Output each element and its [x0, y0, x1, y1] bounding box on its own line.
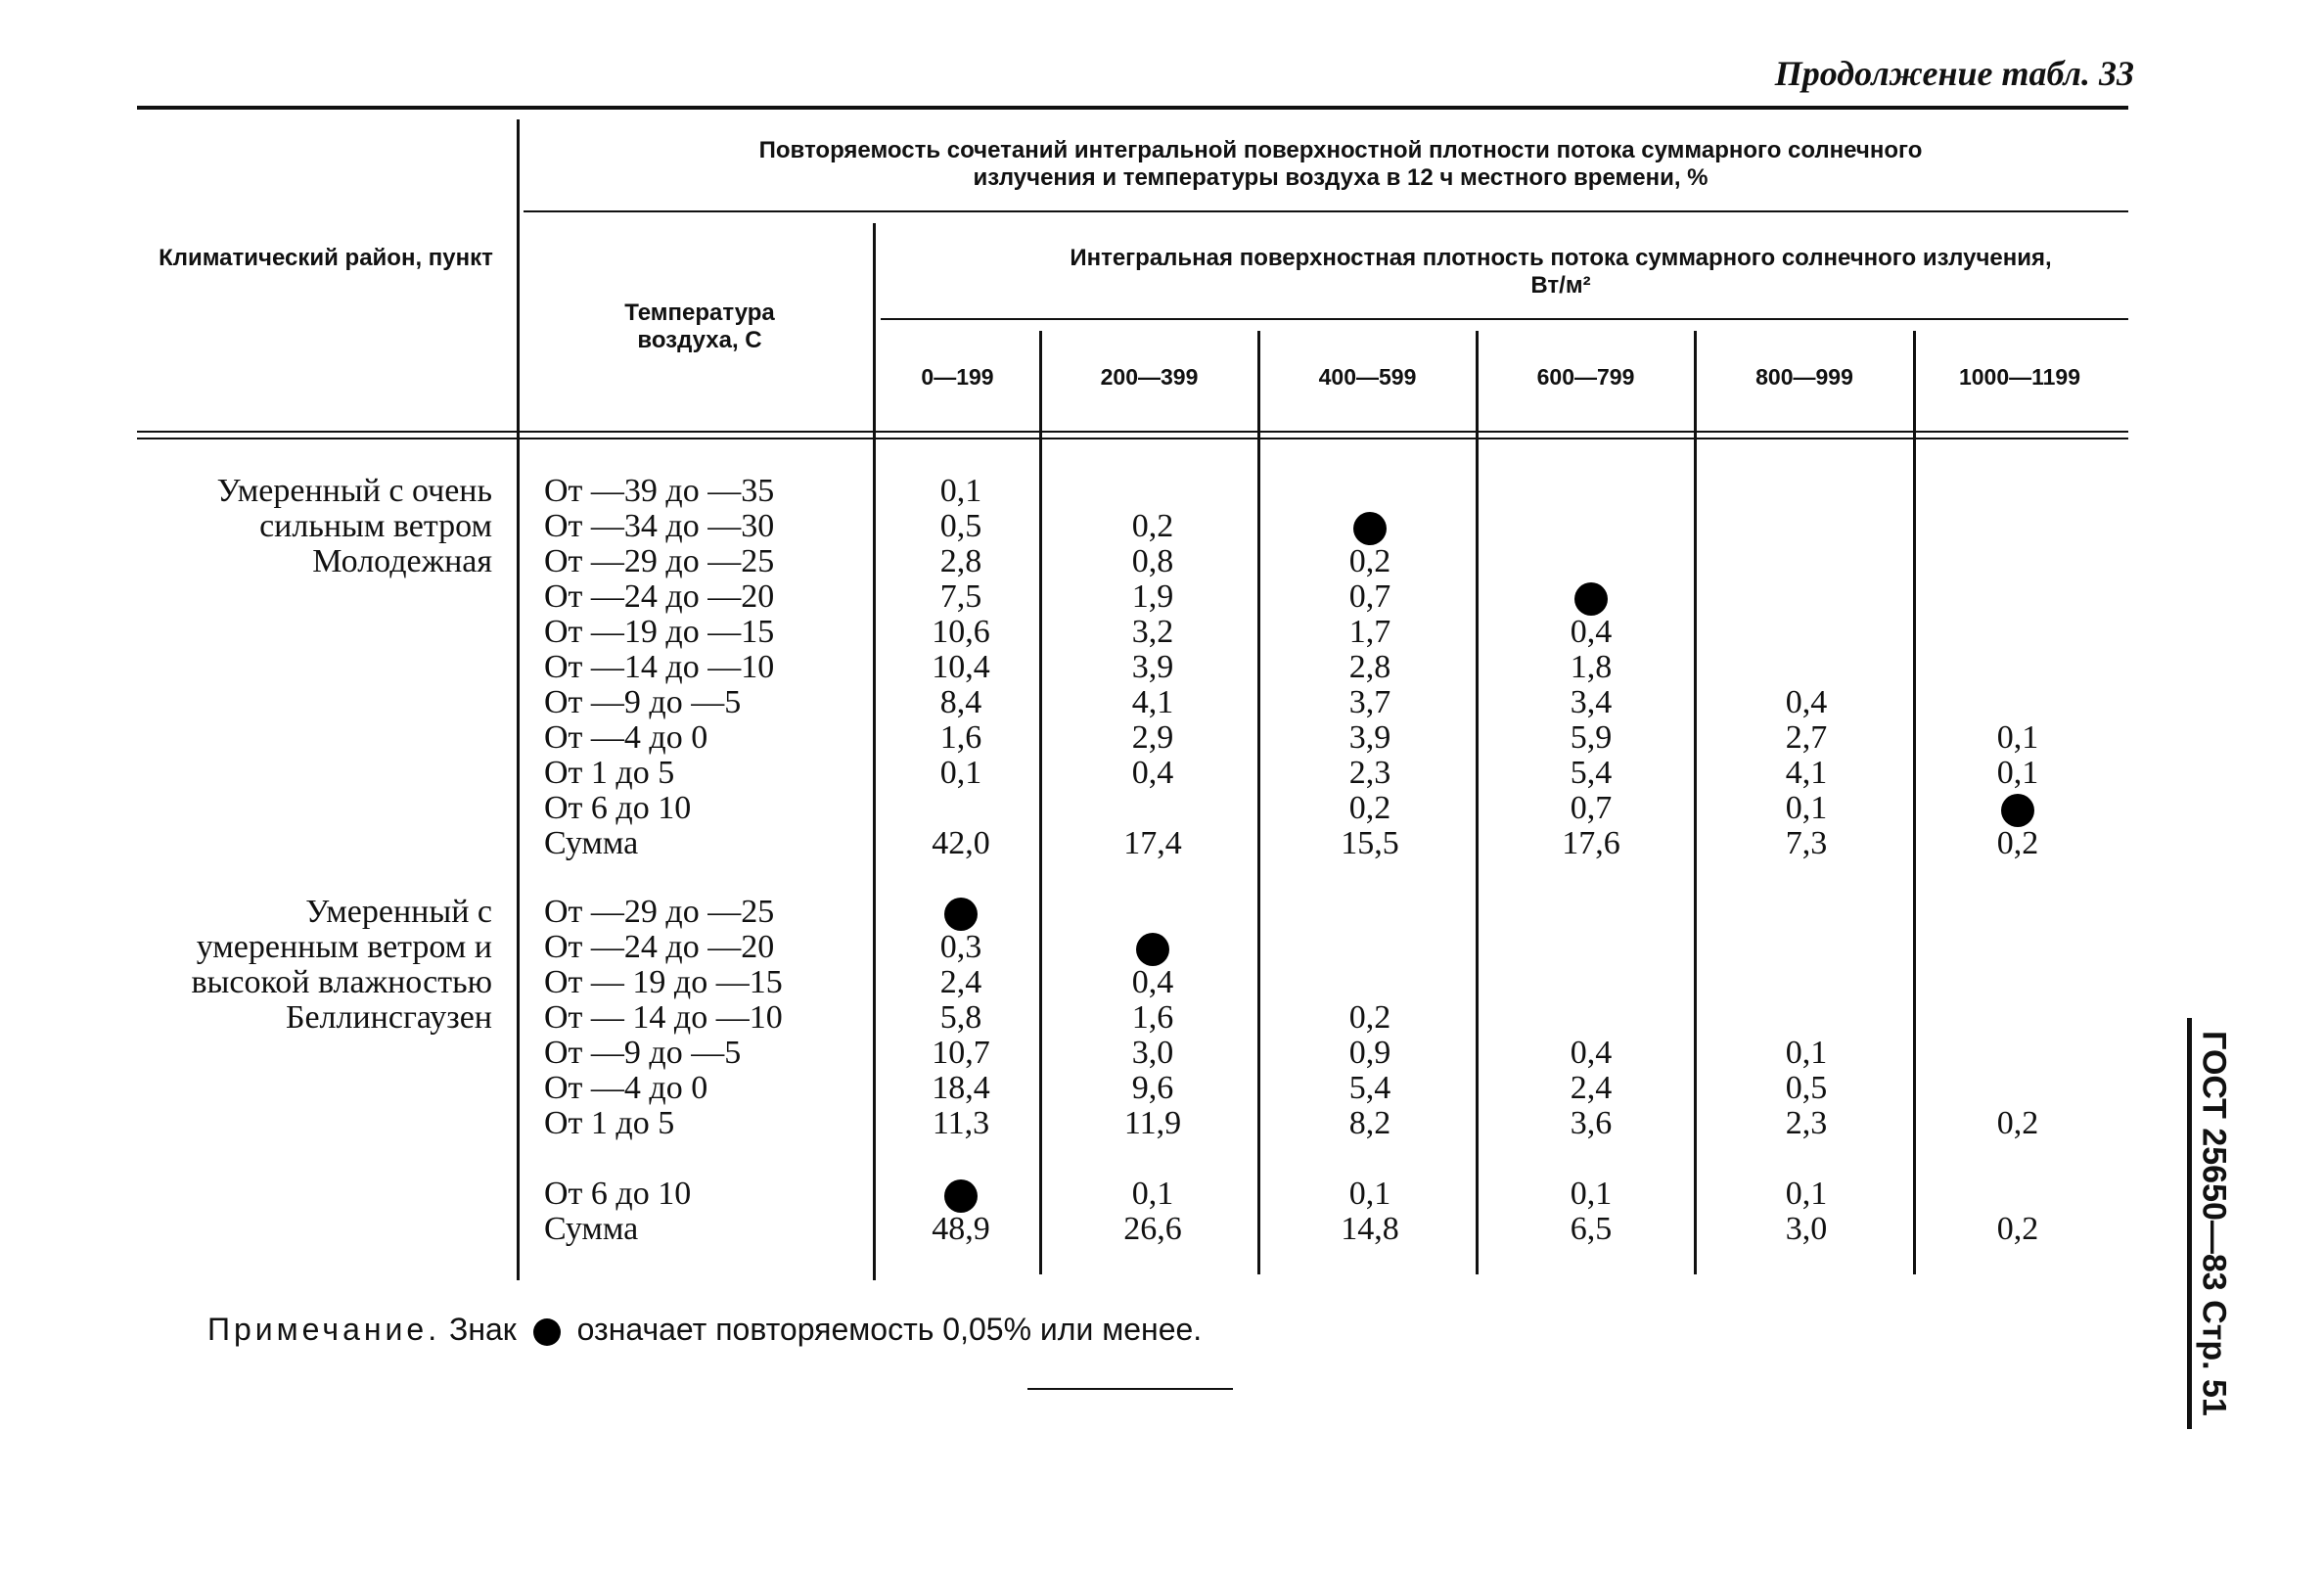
- table-cell: 1,7: [1348, 614, 1391, 650]
- table-cell: [1272, 1141, 1468, 1177]
- header-temp: Температура воздуха, С: [624, 300, 775, 353]
- table-cell: 0,4: [1570, 614, 1613, 650]
- dot-icon: [944, 1179, 978, 1213]
- table-cell: 10,7: [932, 1035, 990, 1071]
- temperature-label: От —39 до —35: [544, 473, 775, 509]
- table-cell: [1920, 1177, 2116, 1212]
- table-cell: 0,1: [939, 755, 982, 791]
- temperature-label: От —34 до —30: [544, 508, 775, 544]
- range-3: 600—799: [1536, 364, 1635, 390]
- temperature-label: От —24 до —20: [544, 929, 775, 965]
- table-cell: 0,1: [1785, 1035, 1828, 1071]
- table-cell: 9,6: [1131, 1070, 1174, 1106]
- table-cell: [1055, 930, 1251, 965]
- dot-icon: [944, 898, 978, 931]
- table-cell: 3,7: [1348, 684, 1391, 720]
- table-cell: 8,2: [1348, 1105, 1391, 1141]
- table-cell: [1493, 474, 1689, 509]
- range-1: 200—399: [1100, 364, 1199, 390]
- table-cell: [1272, 474, 1468, 509]
- header-region: Климатический район, пункт: [159, 245, 493, 271]
- temperature-label: От 6 до 10: [544, 1176, 692, 1212]
- value-column: [1709, 895, 1904, 1247]
- table-cell: [1920, 791, 2116, 826]
- col-divider-3: [1476, 331, 1479, 1274]
- value-column: [1272, 895, 1468, 1247]
- table-cell: 1,6: [1131, 999, 1174, 1036]
- table-cell: [1493, 579, 1689, 615]
- temperature-label: От — 19 до —15: [544, 964, 783, 1000]
- table-cell: [1920, 685, 2116, 720]
- table-cell: [1055, 1141, 1251, 1177]
- table-cell: 0,1: [1785, 1176, 1828, 1212]
- table-cell: [1920, 474, 2116, 509]
- table-cell: [1920, 579, 2116, 615]
- table-cell: [1493, 509, 1689, 544]
- table-cell: 42,0: [932, 825, 990, 861]
- table-cell: [1920, 930, 2116, 965]
- table-cell: 3,0: [1785, 1211, 1828, 1247]
- temperature-label: От —14 до —10: [544, 649, 775, 685]
- table-cell: [1709, 930, 1904, 965]
- table-cell: 7,3: [1785, 825, 1828, 861]
- table-cell: 7,5: [939, 578, 982, 615]
- note: [207, 1312, 1202, 1348]
- table-cell: [1272, 895, 1468, 930]
- table-cell: 11,3: [932, 1105, 990, 1141]
- region-divider: [517, 119, 520, 1280]
- value-column: [1272, 474, 1468, 861]
- dot-icon: [533, 1318, 561, 1346]
- range-0: 0—199: [921, 364, 994, 390]
- value-column: [1493, 895, 1689, 1247]
- table-cell: 0,1: [1996, 755, 2039, 791]
- header-bottom-rule-2: [137, 438, 2128, 439]
- table-cell: 0,1: [1570, 1176, 1613, 1212]
- table-cell: 15,5: [1341, 825, 1399, 861]
- table-cell: [1709, 650, 1904, 685]
- temperature-label: От —4 до 0: [544, 719, 708, 756]
- table-cell: 2,3: [1348, 755, 1391, 791]
- table-cell: 2,8: [939, 543, 982, 579]
- table-cell: [1055, 791, 1251, 826]
- table-cell: 26,6: [1123, 1211, 1182, 1247]
- table-cell: [1493, 544, 1689, 579]
- temperature-label: От 6 до 10: [544, 790, 692, 826]
- table-cell: [1920, 650, 2116, 685]
- table-cell: 2,3: [1785, 1105, 1828, 1141]
- table-cell: [1920, 1071, 2116, 1106]
- temperature-label: Сумма: [544, 1211, 639, 1247]
- table-cell: 1,8: [1570, 649, 1613, 685]
- temperature-label: От —9 до —5: [544, 1035, 742, 1071]
- table-cell: [1920, 615, 2116, 650]
- region-1: Умеренный с очень сильным ветром Молодежная: [216, 473, 492, 579]
- table-cell: [863, 791, 1059, 826]
- table-cell: 17,4: [1123, 825, 1182, 861]
- table-cell: 0,4: [1131, 964, 1174, 1000]
- table-cell: 3,9: [1131, 649, 1174, 685]
- range-4: 800—999: [1755, 364, 1853, 390]
- temperature-label: От 1 до 5: [544, 755, 675, 791]
- table-cell: 0,1: [1348, 1176, 1391, 1212]
- table-cell: 0,2: [1348, 999, 1391, 1036]
- table-cell: 0,3: [939, 929, 982, 965]
- value-column: [1920, 474, 2116, 861]
- table-cell: 5,8: [939, 999, 982, 1036]
- table-cell: 0,1: [939, 473, 982, 509]
- table-cell: [1920, 965, 2116, 1000]
- table-cell: [1055, 895, 1251, 930]
- table-cell: 2,9: [1131, 719, 1174, 756]
- table-cell: [1272, 509, 1468, 544]
- table-cell: 0,1: [1785, 790, 1828, 826]
- table-cell: 0,1: [1131, 1176, 1174, 1212]
- value-column: [1055, 474, 1251, 861]
- table-cell: 2,8: [1348, 649, 1391, 685]
- header-radiation: Интегральная поверхностная плотность потока суммарного солнечного излучения, Вт/м²: [1070, 245, 2052, 299]
- table-cell: [1709, 965, 1904, 1000]
- dot-icon: [1353, 512, 1387, 545]
- table-cell: [1055, 474, 1251, 509]
- table-cell: [1272, 930, 1468, 965]
- table-cell: 11,9: [1123, 1105, 1182, 1141]
- range-2: 400—599: [1318, 364, 1417, 390]
- table-cell: 14,8: [1341, 1211, 1399, 1247]
- table-cell: 1,9: [1131, 578, 1174, 615]
- table-cell: 0,4: [1785, 684, 1828, 720]
- table-cell: 0,7: [1570, 790, 1613, 826]
- table-cell: 0,9: [1348, 1035, 1391, 1071]
- temperature-label: [544, 1141, 783, 1177]
- temperature-label: Сумма: [544, 825, 639, 861]
- table-cell: 0,2: [1996, 1105, 2039, 1141]
- table-cell: 3,9: [1348, 719, 1391, 756]
- value-column: [1920, 895, 2116, 1247]
- table-cell: [1709, 615, 1904, 650]
- col-divider-5: [1913, 331, 1916, 1274]
- region-2: Умеренный с умеренным ветром и высокой влажностью Беллинсгаузен: [191, 894, 492, 1036]
- header-bottom-rule-1: [137, 431, 2128, 433]
- table-cell: 2,4: [1570, 1070, 1613, 1106]
- table-cell: [1709, 509, 1904, 544]
- table-cell: 8,4: [939, 684, 982, 720]
- table-cell: 0,4: [1131, 755, 1174, 791]
- table-cell: [863, 1177, 1059, 1212]
- table-cell: 3,4: [1570, 684, 1613, 720]
- temperature-label: От —24 до —20: [544, 578, 775, 615]
- table-cell: [1493, 965, 1689, 1000]
- continuation-caption: Продолжение табл. 33: [1774, 54, 2134, 93]
- value-column: [863, 895, 1059, 1247]
- radiation-sub-rule: [881, 318, 2128, 320]
- table-cell: [1920, 1141, 2116, 1177]
- table-cell: [1920, 509, 2116, 544]
- range-5: 1000—1199: [1958, 364, 2081, 390]
- table-cell: 3,6: [1570, 1105, 1613, 1141]
- table-cell: 3,0: [1131, 1035, 1174, 1071]
- temperature-label: От — 14 до —10: [544, 999, 783, 1036]
- table-cell: 0,7: [1348, 578, 1391, 615]
- table-cell: 2,7: [1785, 719, 1828, 756]
- table-cell: [1920, 1000, 2116, 1036]
- table-cell: 0,4: [1570, 1035, 1613, 1071]
- note-text-before: Знак: [449, 1312, 517, 1347]
- table-cell: [1920, 544, 2116, 579]
- table-cell: 0,5: [1785, 1070, 1828, 1106]
- table-cell: [1920, 895, 2116, 930]
- header-sub-rule: [524, 210, 2128, 212]
- table-cell: [863, 895, 1059, 930]
- table-cell: 0,2: [1348, 790, 1391, 826]
- table-cell: [1493, 1000, 1689, 1036]
- table-cell: 1,6: [939, 719, 982, 756]
- table-cell: 0,5: [939, 508, 982, 544]
- table-cell: 0,2: [1996, 1211, 2039, 1247]
- value-column: [863, 474, 1059, 861]
- temperature-label: От —29 до —25: [544, 543, 775, 579]
- table-cell: 6,5: [1570, 1211, 1613, 1247]
- table-cell: 18,4: [932, 1070, 990, 1106]
- temperature-label: От 1 до 5: [544, 1105, 675, 1141]
- value-column: [1709, 474, 1904, 861]
- value-column: [1493, 474, 1689, 861]
- temperature-label: От —29 до —25: [544, 894, 775, 930]
- temperature-label: От —19 до —15: [544, 614, 775, 650]
- table-cell: 5,4: [1570, 755, 1613, 791]
- table-cell: 5,9: [1570, 719, 1613, 756]
- table-cell: 5,4: [1348, 1070, 1391, 1106]
- table-cell: 17,6: [1562, 825, 1620, 861]
- table-cell: 10,6: [932, 614, 990, 650]
- table-cell: [1709, 1141, 1904, 1177]
- dot-icon: [1574, 582, 1608, 616]
- table-cell: 0,2: [1348, 543, 1391, 579]
- table-cell: 2,4: [939, 964, 982, 1000]
- table-cell: [1709, 474, 1904, 509]
- temperature-column: [544, 474, 774, 861]
- table-cell: [1709, 1000, 1904, 1036]
- dot-icon: [2001, 794, 2034, 827]
- table-cell: 4,1: [1131, 684, 1174, 720]
- table-cell: [1272, 965, 1468, 1000]
- dot-icon: [1136, 933, 1169, 966]
- col-divider-4: [1694, 331, 1697, 1274]
- value-column: [1055, 895, 1251, 1247]
- side-label: ГОСТ 25650—83 Стр. 51: [2195, 1031, 2233, 1416]
- table-cell: 0,8: [1131, 543, 1174, 579]
- table-cell: [1493, 1141, 1689, 1177]
- table-cell: [1709, 544, 1904, 579]
- note-label: Примечание.: [207, 1312, 441, 1347]
- col-divider-2: [1257, 331, 1260, 1274]
- table-cell: [1493, 895, 1689, 930]
- table-cell: [863, 1141, 1059, 1177]
- note-text-after: означает повторяемость 0,05% или менее.: [576, 1312, 1203, 1347]
- table-cell: 48,9: [932, 1211, 990, 1247]
- table-cell: 0,2: [1996, 825, 2039, 861]
- table-cell: 4,1: [1785, 755, 1828, 791]
- table-top-rule: [137, 106, 2128, 110]
- table-cell: 3,2: [1131, 614, 1174, 650]
- temperature-column: [544, 895, 783, 1247]
- table-cell: 0,1: [1996, 719, 2039, 756]
- footer-rule: [1027, 1388, 1233, 1390]
- header-main: Повторяемость сочетаний интегральной поверхностной плотности потока суммарного солнечного излучения и температуры воздуха в 12 ч местного времени, %: [758, 137, 1923, 191]
- temperature-label: От —4 до 0: [544, 1070, 708, 1106]
- table-cell: 0,2: [1131, 508, 1174, 544]
- table-cell: [1493, 930, 1689, 965]
- temperature-label: От —9 до —5: [544, 684, 742, 720]
- table-cell: [1920, 1036, 2116, 1071]
- table-cell: 10,4: [932, 649, 990, 685]
- table-cell: [1709, 895, 1904, 930]
- table-cell: [1709, 579, 1904, 615]
